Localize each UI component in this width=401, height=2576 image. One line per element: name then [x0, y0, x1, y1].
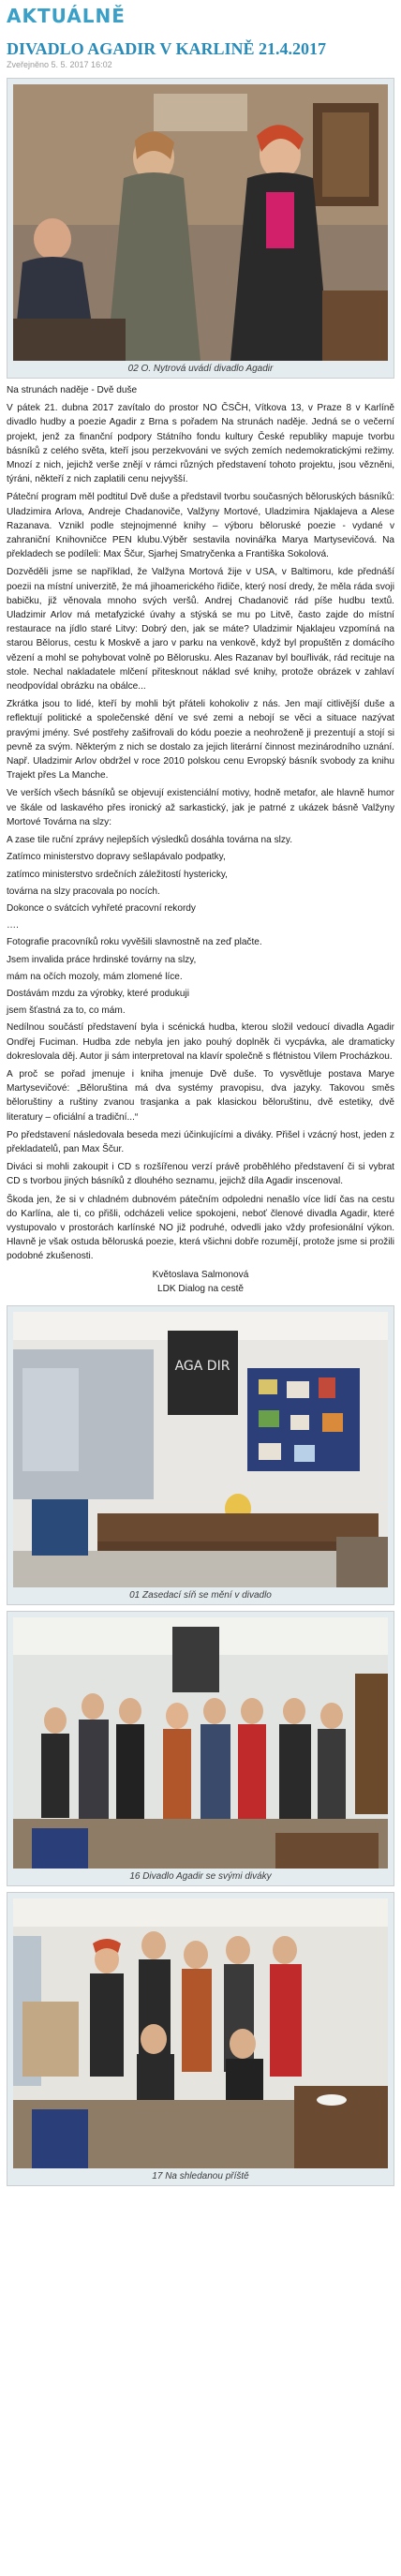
poem-line: ….	[7, 920, 19, 931]
paragraph: Ve verších všech básníků se objevují existenciální motivy, hodně metafor, ale hlavně humor ve škále od laskavého přes ironický až sarkastický, jak je patrné z ukázek básně Valžyny Mortové Továrna na slzy:	[7, 788, 394, 827]
photo-caption-2: 01 Zasedací síň se mění v divadlo	[129, 1589, 272, 1601]
poem-line: A zase tile ruční zprávy nejlepších výsledků dosáhla továrna na slzy.	[7, 835, 293, 846]
poem-line: továrna na slzy pracovala po nocích.	[7, 886, 160, 897]
paragraph: V pátek 21. dubna 2017 zavítalo do prostor NO ČSČH, Vítkova 13, v Praze 8 v Karlíně divadlo hudby a poezie Agadir z Brna s pořadem Na strunách naděje. Jedná se o večerní projekt, jenž za finanční podpory Státního fondu kultury České republiky mapuje tvorbu básníků z celého světa, kteří jsou perzekvováni ve svých zemích nedemokratickými režimy. Mnozí z nich, jejichž verše znějí v rámci různých představení tohoto projektu, jsou vězněni, týráni, někteří z nich zaplatili cenu nejvyšší.	[7, 403, 394, 485]
paragraph: Páteční program měl podtitul Dvě duše a představil tvorbu současných běloruských básníků: Uladzimira Arlova, Andreje Chadanoviče, Valžyny Mortové, Uladzimira Njaklajeva a Alese Razanava. Vznikl podle stejnojmenné knihy – výboru běloruské poezie - vydané v zahraniční Knihovničce PEN klubu.Výběr sestavila novinářka Marya Martysevičová. Na překladech se podíleli: Max Ščur, Sjarhej Smatryčenka a Františka Sokolová.	[7, 492, 394, 560]
photo-1-image	[13, 84, 388, 361]
poem-line: Zatímco ministerstvo dopravy sešlapávalo podpatky,	[7, 852, 226, 863]
author-organization: LDK Dialog na cestě	[156, 1283, 245, 1294]
photo-frame-1	[7, 78, 394, 379]
photo-3-image	[13, 1617, 388, 1869]
photo-caption-4: 17 Na shledanou příště	[152, 2170, 249, 2181]
article-title[interactable]: DIVADLO AGADIR V KARLINĚ 21.4.2017	[7, 39, 327, 58]
paragraph: A proč se pořad jmenuje i kniha jmenuje Dvě duše. To vysvětluje postava Marye Martysevičové: „Běloruština má dva systémy pravopisu, dva jazyky. Takovou směs běloruštiny a ruštiny zvanou trasjanka a pak klasickou běloruštinu, dvě estetiky, dvě literatury – oficiální a tradiční...“	[7, 1068, 394, 1123]
photo-caption-3: 16 Divadlo Agadir se svými diváky	[129, 1870, 272, 1882]
poem-line: zatímco ministerstvo srdečních záležitostí hystericky,	[7, 869, 228, 880]
photo-hall-theatre[interactable]	[13, 1312, 388, 1587]
paragraph: Škoda jen, že si v chladném dubnovém pátečním odpoledni nenašlo více lidí čas na cestu do Karlína, ale ti, co přišli, odcházeli velice spokojeni, neboť členové divadla Agadir, které vystupovalo v prostorách karlínské NO již podruhé, odvedli jako vždy profesionální výkon. Hlavně je však ostuda běloruská poezie, která všichni dobře rozumějí, protože jsme si prožili podobné zkušenosti.	[7, 1194, 394, 1262]
poem-line: mám na očích mozoly, mám zlomené líce.	[7, 971, 183, 982]
photo-performers-stage[interactable]	[13, 84, 388, 361]
photo-frame-4	[7, 1892, 394, 2186]
paragraph: Dozvěděli jsme se například, že Valžyna Mortová žije v USA, v Baltimoru, kde přednáší poezii na místní univerzitě, že má jihoamerického řidiče, který nosí dredy, že měla ráda svoji babičku, již věnovala mnoho svých veršů. Andrej Chadanovič rád píše hudbu textů. Uladzimir Arlov má metafyzické úvahy a stýská se mu po Litvě, často zajde do místní restaurace na jídlo staré Litvy: Dobrý den, jak se máte? Uladzimir Njaklajeu vzpomíná na starou Bělorus, cestu k Moskvě a jaro v parku na venkově, když byl propuštěn z domácího vězení a mohl se pohybovat volně po Bělorusku. Ales Razanav byl bouřlivák, rád recituje na stole. Nechal nakladatele mlčení přitesknout náklad své knihy, protože obrázek v zahlaví neodpovídal obrázku na obálce...	[7, 567, 394, 692]
photo-farewell-group[interactable]	[13, 1898, 388, 2168]
poem-line: Dostávám mzdu za výrobky, které produkuji	[7, 988, 190, 999]
poem-line: Dokonce o svátcích vyhřeté pracovní rekordy	[7, 902, 196, 914]
paragraph: Nedílnou součástí představení byla i scénická hudba, kterou složil vedoucí divadla Agadir Ondřej Fuciman. Hudba zde nebyla jen jako pouhý doplněk či vycpávka, ale dramaticky dokreslovala děj. Autor ji sám interpretoval na klavír společně s flétnistou Vilem Procházkou.	[7, 1022, 394, 1062]
poem-line: Jsem invalida práce hrdinské továrny na slzy,	[7, 954, 197, 965]
article-body	[7, 383, 394, 1296]
photo-frame-3	[7, 1611, 394, 1886]
paragraph: Po představení následovala beseda mezi účinkujícími a diváky. Přišel i vzácný host, jeden z překladatelů, pan Max Ščur.	[7, 1129, 394, 1154]
section-heading: AKTUÁLNĚ	[7, 5, 126, 27]
photo-4-image	[13, 1898, 388, 2168]
poem-line: jsem šťastná za to, co mám.	[7, 1005, 126, 1017]
banner-logo-text: AGA DIR	[174, 1358, 230, 1374]
photo-2-image	[13, 1312, 388, 1587]
photo-caption-1: 02 O. Nytrová uvádí divadlo Agadir	[127, 364, 274, 374]
author-name: Květoslava Salmonová	[152, 1269, 249, 1280]
photo-frame-2	[7, 1305, 394, 1605]
photo-theatre-with-audience[interactable]	[13, 1617, 388, 1869]
paragraph: Zkrátka jsou to lidé, kteří by mohli být přáteli kohokoliv z nás. Jen mají citlivější duše a reflektují politické a společenské dění ve své zemi a nebojí se věci a situace nazývat pravými jmény. Své postřehy zašifrovali do kódu poezie a neohroženě ji prezentují a stojí si pevně za svým. Některým z nich se dostalo za jejich literární činnost mezinárodního uznání. Např. Uladzimir Arlov obdržel v roce 2010 polskou cenu Evropský básník svobody za knihu Trajekt přes La Manche.	[7, 699, 394, 782]
published-date: Zveřejněno 5. 5. 2017 16:02	[7, 60, 112, 69]
poem-line: Fotografie pracovníků roku vyvěšili slavnostně na zeď plačte.	[7, 937, 262, 948]
paragraph-subtitle: Na strunách naděje - Dvě duše	[7, 385, 138, 395]
paragraph: Diváci si mohli zakoupit i CD s rozšířenou verzí právě proběhlého představení či si vybrat CD s tvorbou jiných básníků z dlouhého seznamu, jejichž díla Agadir inscenoval.	[7, 1162, 394, 1187]
